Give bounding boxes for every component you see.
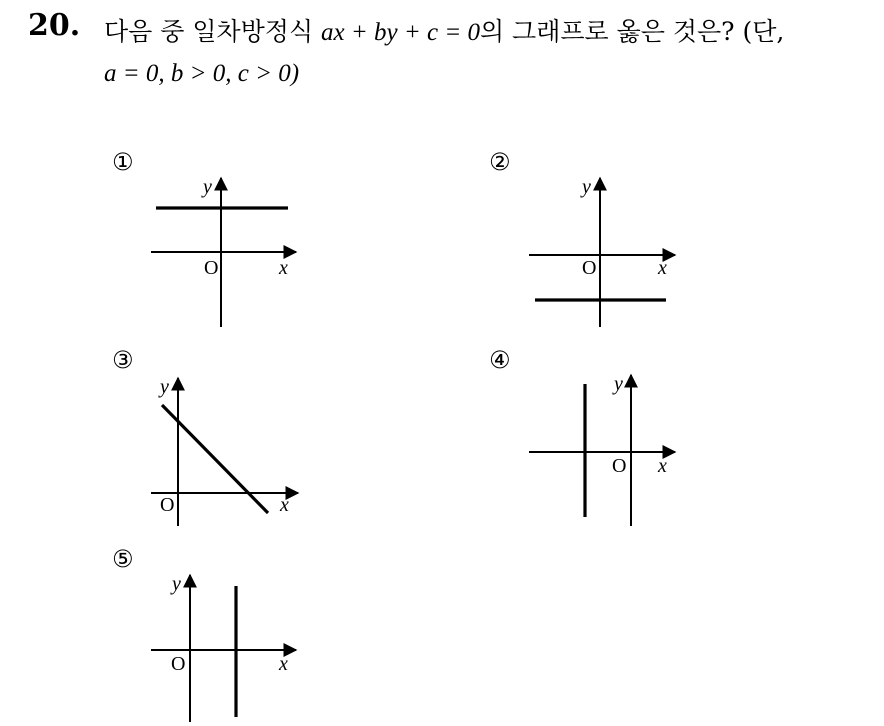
choice-3-label[interactable]: ③ [112, 346, 134, 374]
choice-5-graph[interactable] [151, 573, 296, 722]
x-axis-label: x [658, 257, 667, 279]
x-axis-label: x [279, 257, 288, 279]
y-axis-label: y [172, 573, 181, 595]
stem-tail: 의 그래프로 옳은 것은? (단, [479, 17, 785, 46]
x-axis-label: x [280, 494, 289, 516]
choice-3-graph[interactable] [151, 376, 298, 526]
stem-text: 다음 중 일차방정식 [104, 17, 322, 46]
choice-1-graph[interactable] [151, 176, 296, 327]
y-axis-label: y [160, 376, 169, 398]
origin-label: O [171, 653, 186, 675]
origin-label: O [204, 257, 219, 279]
choice-1-label[interactable]: ① [112, 148, 134, 176]
choice-2-graph[interactable] [529, 176, 675, 327]
question-number: 20. [28, 8, 81, 43]
origin-label: O [160, 494, 175, 516]
choice-5-label[interactable]: ⑤ [112, 545, 134, 573]
origin-label: O [612, 455, 627, 477]
y-axis-label: y [582, 176, 591, 198]
choice-4-graph[interactable] [529, 373, 675, 526]
x-axis-label: x [658, 455, 667, 477]
x-axis-label: x [279, 653, 288, 675]
choice-4-label[interactable]: ④ [489, 346, 511, 374]
condition: a = 0, b > 0, c > 0) [104, 60, 300, 87]
origin-label: O [582, 257, 597, 279]
choice-2-label[interactable]: ② [489, 148, 511, 176]
y-axis-label: y [614, 373, 623, 395]
y-axis-label: y [203, 176, 212, 198]
equation: ax + by + c = 0 [321, 19, 480, 46]
